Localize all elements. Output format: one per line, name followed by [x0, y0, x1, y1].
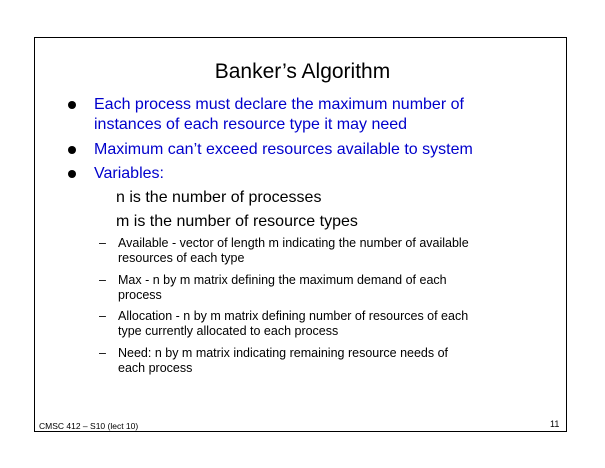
sub-item	[99, 236, 558, 266]
page-number: 11	[550, 419, 560, 429]
bullet-dot-icon	[68, 101, 76, 109]
bullet-dot-icon	[68, 170, 76, 178]
bullet-line: instances of each resource type it may need	[94, 116, 408, 133]
dash-icon: –	[99, 309, 106, 323]
sub-item-line: Max - n by m matrix defining the maximum demand of each	[118, 273, 447, 287]
variable-line: n is the number of processes	[116, 189, 322, 206]
bullet-item	[94, 164, 554, 184]
dash-icon: –	[99, 236, 106, 250]
sub-item-line: type currently allocated to each process	[118, 324, 339, 338]
sub-item-line: resources of each type	[118, 251, 245, 265]
footer-course-label: CMSC 412 – S10 (lect 10)	[39, 421, 139, 431]
sub-item	[99, 273, 558, 303]
sub-item-line: Available - vector of length m indicating the number of available	[118, 236, 469, 250]
sub-item-line: Need: n by m matrix indicating remaining resource needs of	[118, 346, 449, 360]
sub-item-line: each process	[118, 361, 193, 375]
sub-item	[99, 346, 558, 376]
bullet-line: Each process must declare the maximum number of	[94, 96, 464, 113]
variable-line: m is the number of resource types	[116, 213, 358, 230]
dash-icon: –	[99, 273, 106, 287]
bullet-line: Variables:	[94, 165, 164, 182]
sub-item	[99, 309, 558, 339]
dash-icon: –	[99, 346, 106, 360]
bullet-line: Maximum can’t exceed resources available to system	[94, 141, 473, 158]
bullet-item	[94, 95, 554, 135]
sub-item-line: Allocation - n by m matrix defining number of resources of each	[118, 309, 469, 323]
bullet-item	[94, 140, 554, 160]
sub-item-line: process	[118, 288, 162, 302]
bullet-dot-icon	[68, 146, 76, 154]
slide-title: Banker’s Algorithm	[214, 60, 391, 83]
